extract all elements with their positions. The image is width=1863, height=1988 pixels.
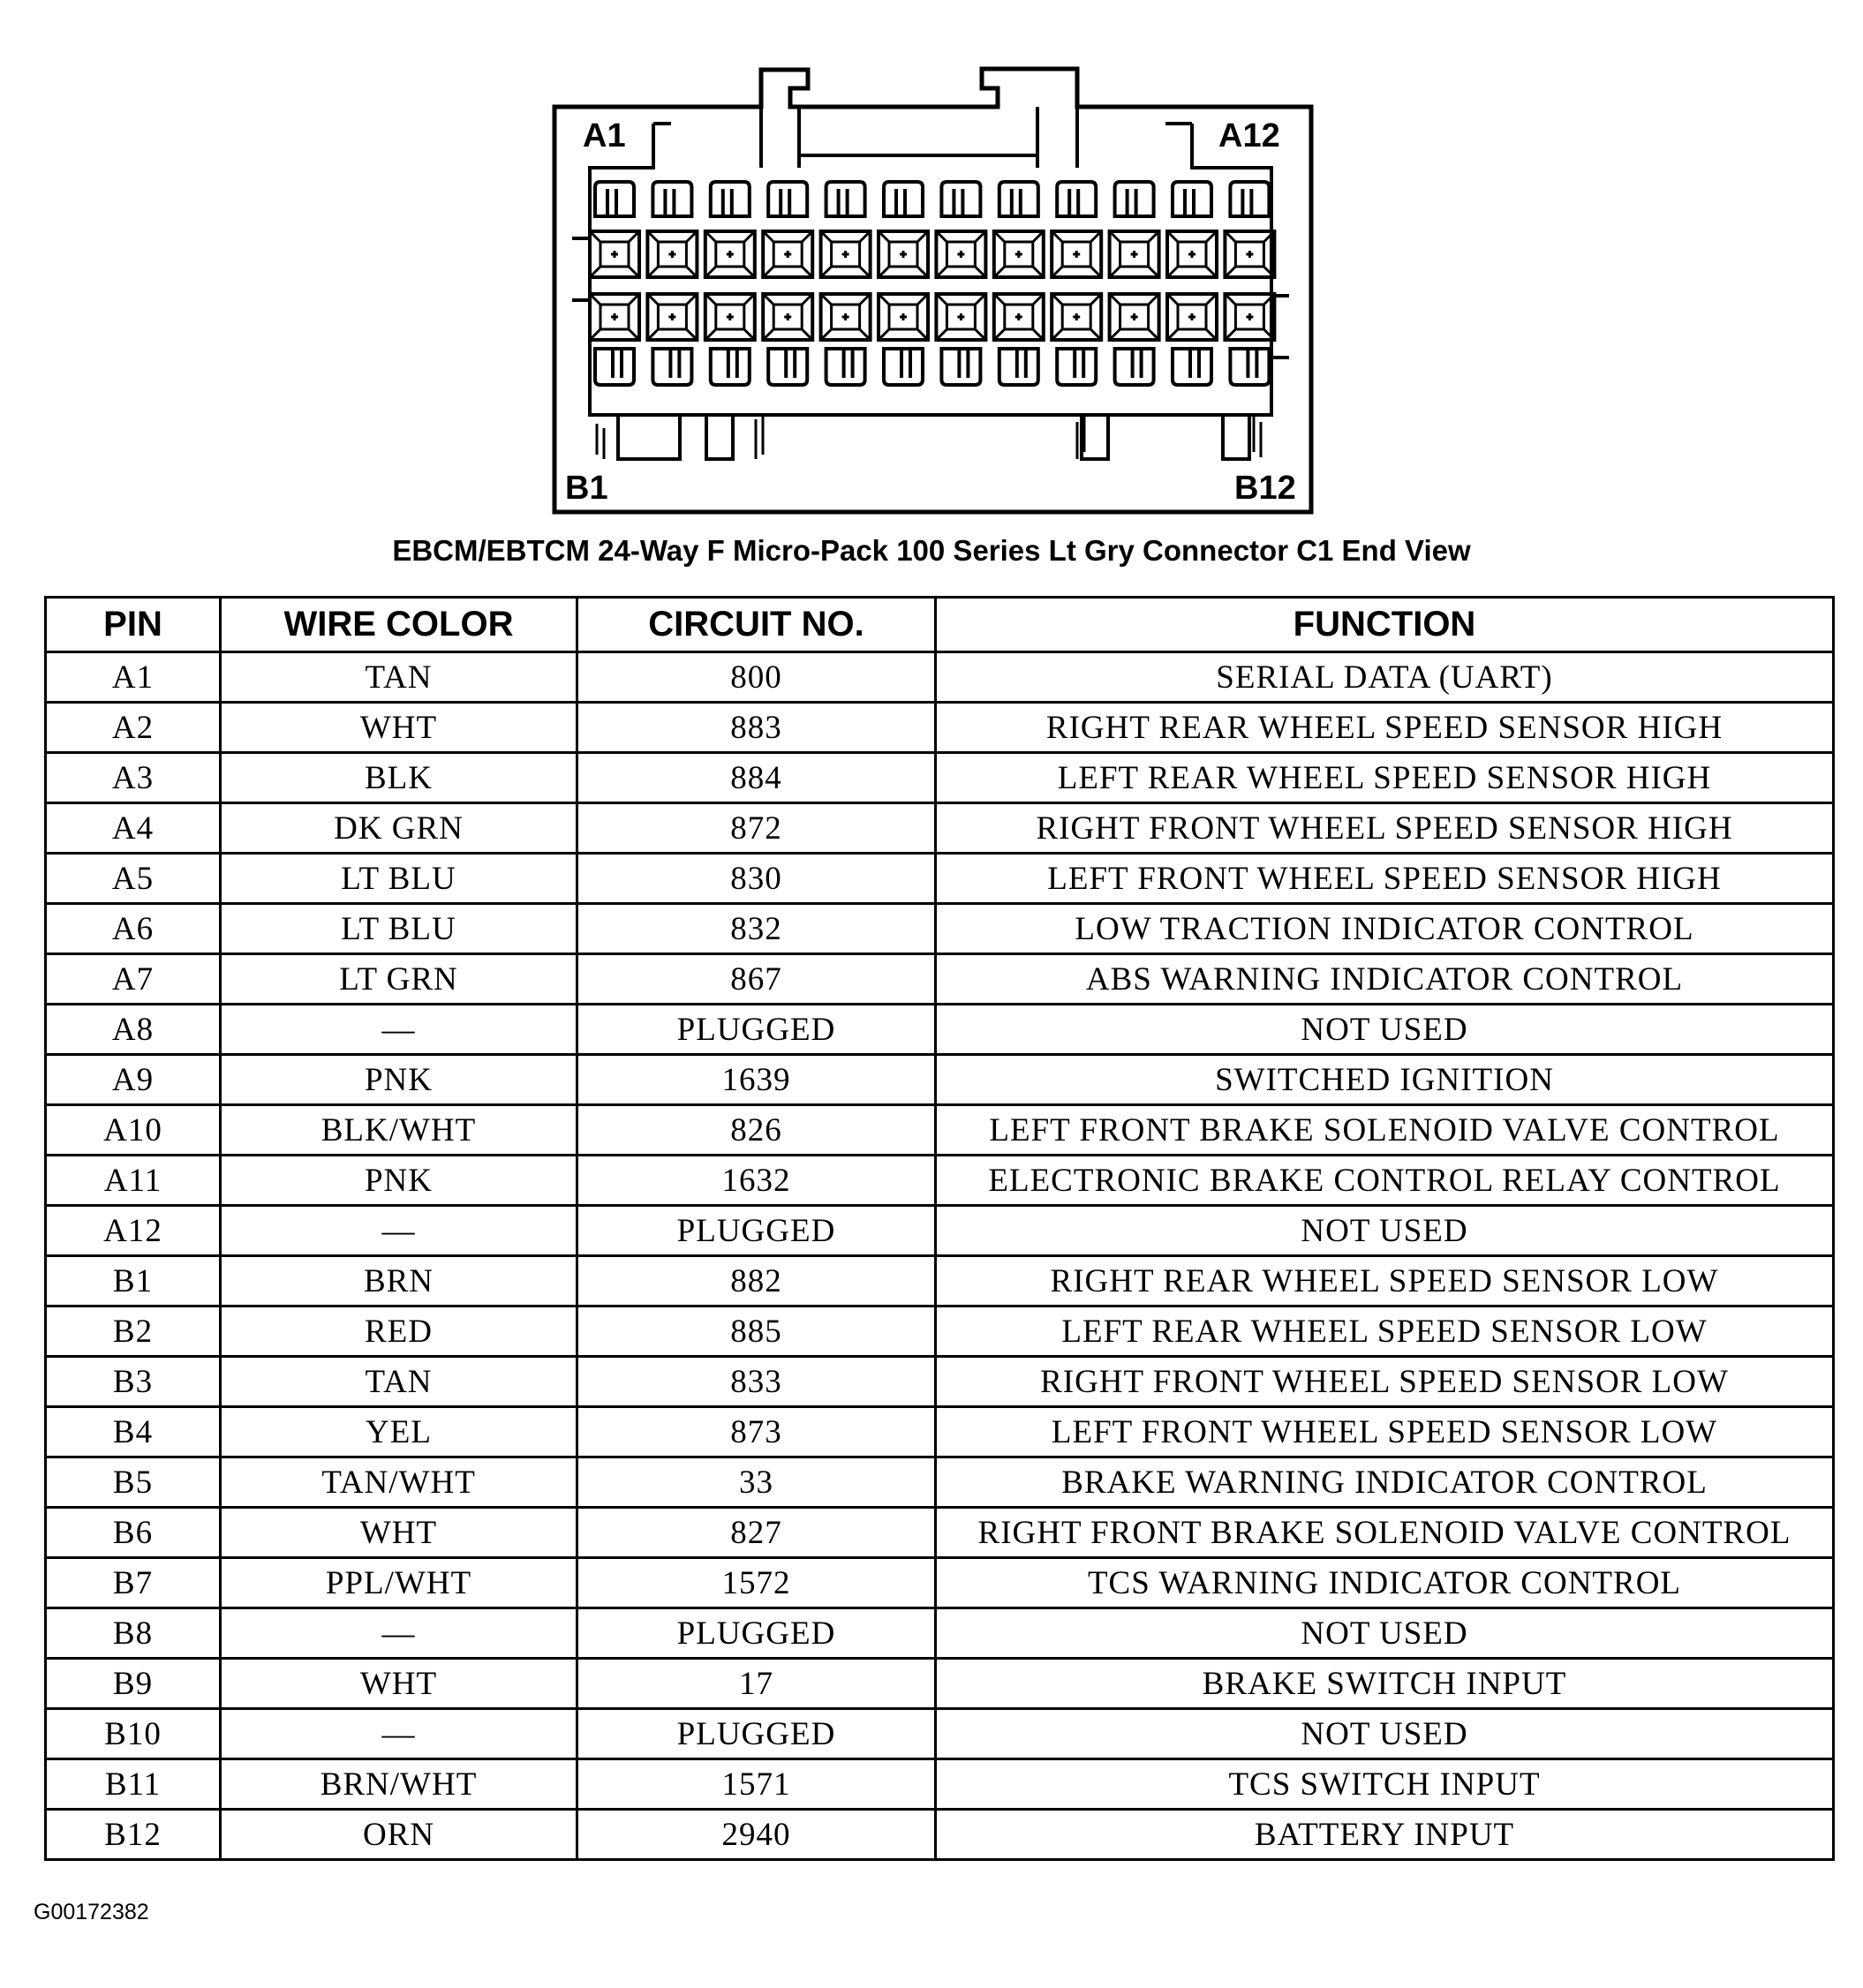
cell-function: LEFT FRONT BRAKE SOLENOID VALVE CONTROL: [936, 1105, 1834, 1156]
cell-pin: A2: [46, 703, 221, 753]
table-row: [46, 1457, 1834, 1508]
cell-wire-color: TAN/WHT: [221, 1457, 577, 1508]
cell-function: RIGHT REAR WHEEL SPEED SENSOR LOW: [936, 1256, 1834, 1307]
terminal-detail-a: [994, 231, 1044, 277]
cell-circuit-no: 884: [577, 753, 936, 803]
cell-function: LEFT FRONT WHEEL SPEED SENSOR HIGH: [936, 854, 1834, 904]
latch-tab-b: [768, 349, 807, 385]
latch-tab-a: [768, 182, 807, 216]
cell-wire-color: WHT: [221, 703, 577, 753]
cell-function: ABS WARNING INDICATOR CONTROL: [936, 954, 1834, 1005]
terminal-detail-b: [705, 294, 755, 340]
table-row: [46, 1407, 1834, 1457]
terminal-detail-a: [1225, 231, 1274, 277]
latch-tab-b: [1173, 349, 1211, 385]
cell-circuit-no: 867: [577, 954, 936, 1005]
cell-wire-color: BLK: [221, 753, 577, 803]
figure-id: G00172382: [34, 1900, 149, 1924]
table-row: [46, 803, 1834, 854]
cell-wire-color: ORN: [221, 1810, 577, 1860]
table-row: [46, 1508, 1834, 1558]
cell-pin: B5: [46, 1457, 221, 1508]
cell-circuit-no: PLUGGED: [577, 1206, 936, 1256]
cell-circuit-no: 800: [577, 652, 936, 703]
cell-function: NOT USED: [936, 1206, 1834, 1256]
cell-function: NOT USED: [936, 1709, 1834, 1759]
terminal-detail-b: [1225, 294, 1274, 340]
cell-circuit-no: PLUGGED: [577, 1709, 936, 1759]
cell-wire-color: WHT: [221, 1508, 577, 1558]
cell-wire-color: TAN: [221, 652, 577, 703]
latch-tab-a: [711, 182, 750, 216]
cell-wire-color: YEL: [221, 1407, 577, 1457]
connector-housing-outline: [554, 69, 1311, 512]
terminal-detail-b: [936, 294, 985, 340]
table-row: [46, 1709, 1834, 1759]
cell-function: RIGHT FRONT BRAKE SOLENOID VALVE CONTROL: [936, 1508, 1834, 1558]
cell-pin: A9: [46, 1055, 221, 1105]
cell-function: SWITCHED IGNITION: [936, 1055, 1834, 1105]
cell-circuit-no: 1632: [577, 1156, 936, 1206]
latch-tab-b: [999, 349, 1038, 385]
terminal-detail-b: [647, 294, 697, 340]
cell-circuit-no: 827: [577, 1508, 936, 1558]
table-row: [46, 1156, 1834, 1206]
cell-function: LEFT FRONT WHEEL SPEED SENSOR LOW: [936, 1407, 1834, 1457]
latch-tab-a: [1115, 182, 1154, 216]
corner-label-a12: A12: [1218, 117, 1280, 154]
terminal-detail-b: [1110, 294, 1159, 340]
latch-tab-a: [1057, 182, 1096, 216]
pin-grid: [590, 182, 1274, 385]
latch-tab-b: [884, 349, 923, 385]
terminal-detail-a: [1052, 231, 1101, 277]
latch-tab-b: [826, 349, 865, 385]
cell-wire-color: LT BLU: [221, 904, 577, 954]
terminal-detail-a: [590, 231, 639, 277]
table-row: [46, 1659, 1834, 1709]
cell-pin: B2: [46, 1307, 221, 1357]
cell-wire-color: PPL/WHT: [221, 1558, 577, 1608]
table-row: [46, 1105, 1834, 1156]
terminal-detail-b: [1052, 294, 1101, 340]
latch-tab-a: [1230, 182, 1269, 216]
latch-tab-a: [652, 182, 691, 216]
corner-label-a1: A1: [583, 117, 626, 154]
terminal-detail-a: [1167, 231, 1217, 277]
connector-caption: EBCM/EBTCM 24-Way F Micro-Pack 100 Series Lt Gry Connector C1 End View: [392, 534, 1471, 567]
cell-pin: A8: [46, 1005, 221, 1055]
cell-circuit-no: 1639: [577, 1055, 936, 1105]
table-row: [46, 1206, 1834, 1256]
table-row: [46, 904, 1834, 954]
terminal-detail-a: [647, 231, 697, 277]
cell-circuit-no: 833: [577, 1357, 936, 1407]
cell-function: BRAKE SWITCH INPUT: [936, 1659, 1834, 1709]
cell-wire-color: —: [221, 1608, 577, 1659]
header-wire-color: WIRE COLOR: [221, 598, 577, 652]
cell-pin: A6: [46, 904, 221, 954]
corner-label-b12: B12: [1234, 470, 1296, 507]
cell-circuit-no: 1571: [577, 1759, 936, 1810]
latch-tab-b: [652, 349, 691, 385]
terminal-detail-b: [590, 294, 639, 340]
terminal-detail-a: [879, 231, 928, 277]
cell-function: RIGHT FRONT WHEEL SPEED SENSOR LOW: [936, 1357, 1834, 1407]
latch-tab-b: [595, 349, 634, 385]
terminal-detail-a: [936, 231, 985, 277]
header-pin: PIN: [46, 598, 221, 652]
terminal-detail-a: [705, 231, 755, 277]
cell-pin: B11: [46, 1759, 221, 1810]
cell-function: BATTERY INPUT: [936, 1810, 1834, 1860]
cell-pin: A4: [46, 803, 221, 854]
latch-tab-b: [1115, 349, 1154, 385]
cell-wire-color: —: [221, 1709, 577, 1759]
table-row: [46, 1608, 1834, 1659]
terminal-detail-a: [763, 231, 812, 277]
cell-function: RIGHT FRONT WHEEL SPEED SENSOR HIGH: [936, 803, 1834, 854]
cell-wire-color: DK GRN: [221, 803, 577, 854]
terminal-detail-a: [1110, 231, 1159, 277]
cell-function: SERIAL DATA (UART): [936, 652, 1834, 703]
cell-function: NOT USED: [936, 1608, 1834, 1659]
cell-pin: A1: [46, 652, 221, 703]
connector-diagram: [0, 0, 1863, 530]
terminal-detail-b: [1167, 294, 1217, 340]
cell-pin: A7: [46, 954, 221, 1005]
cell-function: RIGHT REAR WHEEL SPEED SENSOR HIGH: [936, 703, 1834, 753]
cell-pin: A12: [46, 1206, 221, 1256]
cell-circuit-no: 885: [577, 1307, 936, 1357]
cell-pin: A3: [46, 753, 221, 803]
cell-circuit-no: 873: [577, 1407, 936, 1457]
latch-tab-a: [826, 182, 865, 216]
cell-function: LOW TRACTION INDICATOR CONTROL: [936, 904, 1834, 954]
table-header-row: [46, 598, 1834, 652]
cell-function: LEFT REAR WHEEL SPEED SENSOR HIGH: [936, 753, 1834, 803]
cell-circuit-no: 17: [577, 1659, 936, 1709]
cell-pin: B10: [46, 1709, 221, 1759]
cell-function: TCS WARNING INDICATOR CONTROL: [936, 1558, 1834, 1608]
cell-pin: A5: [46, 854, 221, 904]
pinout-table: [44, 596, 1835, 1861]
latch-tab-a: [595, 182, 634, 216]
table-row: [46, 1810, 1834, 1860]
cell-circuit-no: 830: [577, 854, 936, 904]
terminal-detail-a: [821, 231, 871, 277]
cell-wire-color: TAN: [221, 1357, 577, 1407]
cell-function: TCS SWITCH INPUT: [936, 1759, 1834, 1810]
latch-tab-b: [941, 349, 980, 385]
cell-pin: B3: [46, 1357, 221, 1407]
cell-function: NOT USED: [936, 1005, 1834, 1055]
cell-pin: B1: [46, 1256, 221, 1307]
cell-pin: B7: [46, 1558, 221, 1608]
cell-pin: B8: [46, 1608, 221, 1659]
terminal-detail-b: [821, 294, 871, 340]
cell-wire-color: —: [221, 1005, 577, 1055]
header-circuit-no: CIRCUIT NO.: [577, 598, 936, 652]
table-row: [46, 1307, 1834, 1357]
cell-wire-color: LT GRN: [221, 954, 577, 1005]
latch-tab-a: [1173, 182, 1211, 216]
table-row: [46, 1759, 1834, 1810]
table-row: [46, 1558, 1834, 1608]
table-row: [46, 1357, 1834, 1407]
cell-pin: B4: [46, 1407, 221, 1457]
cell-wire-color: WHT: [221, 1659, 577, 1709]
table-row: [46, 1005, 1834, 1055]
table-row: [46, 703, 1834, 753]
table-row: [46, 1055, 1834, 1105]
cell-wire-color: PNK: [221, 1055, 577, 1105]
cell-circuit-no: 883: [577, 703, 936, 753]
cell-wire-color: RED: [221, 1307, 577, 1357]
cell-wire-color: —: [221, 1206, 577, 1256]
cell-function: ELECTRONIC BRAKE CONTROL RELAY CONTROL: [936, 1156, 1834, 1206]
cell-wire-color: BLK/WHT: [221, 1105, 577, 1156]
cell-wire-color: BRN/WHT: [221, 1759, 577, 1810]
corner-label-b1: B1: [565, 470, 608, 507]
cell-circuit-no: 872: [577, 803, 936, 854]
table-row: [46, 753, 1834, 803]
latch-tab-b: [1230, 349, 1269, 385]
cell-circuit-no: PLUGGED: [577, 1608, 936, 1659]
cell-wire-color: LT BLU: [221, 854, 577, 904]
cell-pin: A10: [46, 1105, 221, 1156]
cell-pin: A11: [46, 1156, 221, 1206]
latch-tab-b: [1057, 349, 1096, 385]
cell-circuit-no: 1572: [577, 1558, 936, 1608]
cell-circuit-no: 826: [577, 1105, 936, 1156]
latch-tab-a: [941, 182, 980, 216]
cell-circuit-no: 33: [577, 1457, 936, 1508]
cell-circuit-no: 832: [577, 904, 936, 954]
cell-function: BRAKE WARNING INDICATOR CONTROL: [936, 1457, 1834, 1508]
cell-pin: B6: [46, 1508, 221, 1558]
cell-pin: B12: [46, 1810, 221, 1860]
terminal-detail-b: [763, 294, 812, 340]
terminal-detail-b: [994, 294, 1044, 340]
cell-wire-color: PNK: [221, 1156, 577, 1206]
table-row: [46, 652, 1834, 703]
cell-pin: B9: [46, 1659, 221, 1709]
cell-function: LEFT REAR WHEEL SPEED SENSOR LOW: [936, 1307, 1834, 1357]
terminal-detail-b: [879, 294, 928, 340]
table-row: [46, 954, 1834, 1005]
cell-wire-color: BRN: [221, 1256, 577, 1307]
latch-tab-a: [884, 182, 923, 216]
cell-circuit-no: 882: [577, 1256, 936, 1307]
cell-circuit-no: 2940: [577, 1810, 936, 1860]
table-row: [46, 854, 1834, 904]
latch-tab-b: [711, 349, 750, 385]
table-row: [46, 1256, 1834, 1307]
header-function: FUNCTION: [936, 598, 1834, 652]
latch-tab-a: [999, 182, 1038, 216]
cell-circuit-no: PLUGGED: [577, 1005, 936, 1055]
